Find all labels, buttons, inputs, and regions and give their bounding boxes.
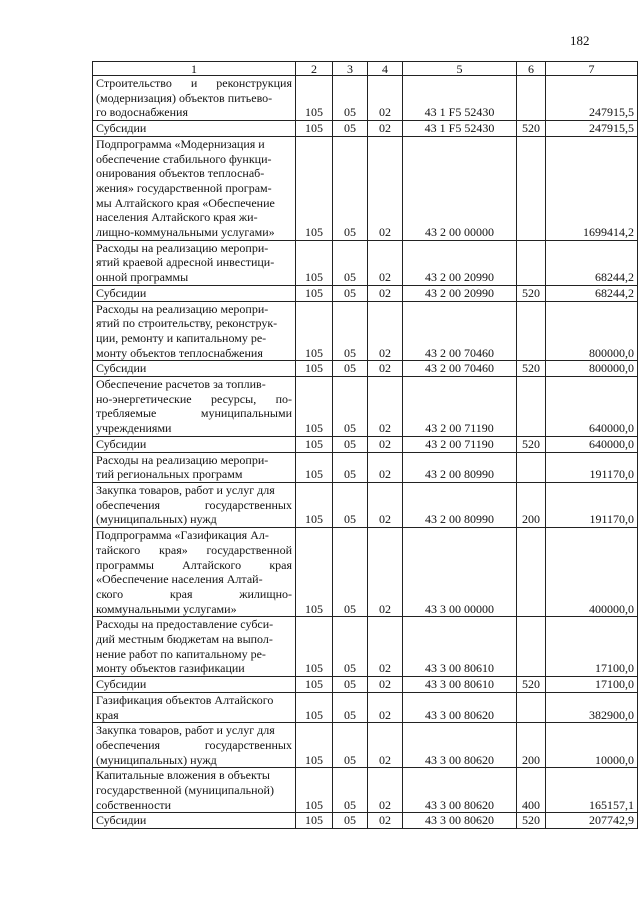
cell-amount: 17100,0: [546, 677, 638, 693]
cell-amount: 68244,2: [546, 240, 638, 285]
cell-amount: 640000,0: [546, 377, 638, 437]
cell-target-article: 43 2 00 20990: [403, 240, 517, 285]
cell-ministry: 105: [296, 482, 333, 527]
item-name-line: «Обеспечение населения Алтай-: [96, 572, 263, 587]
cell-target-article: 43 2 00 71190: [403, 377, 517, 437]
cell-amount: 1699414,2: [546, 136, 638, 240]
cell-expense-type: 520: [517, 813, 546, 829]
cell-ministry: 105: [296, 617, 333, 677]
cell-item-name: [93, 76, 296, 121]
cell-expense-type: [517, 377, 546, 437]
cell-target-article: 43 3 00 80620: [403, 813, 517, 829]
cell-ministry: 105: [296, 813, 333, 829]
cell-expense-type: [517, 240, 546, 285]
header-col-7: 7: [546, 62, 638, 76]
table-row: [93, 482, 638, 527]
item-name-line: обеспечения государственных: [96, 737, 292, 752]
cell-item-name: [93, 482, 296, 527]
cell-ministry: 105: [296, 677, 333, 693]
table-row: [93, 692, 638, 722]
cell-ministry: 105: [296, 361, 333, 377]
cell-subsection: 02: [368, 121, 403, 137]
item-name-line: Капитальные вложения в объекты: [96, 768, 270, 783]
cell-section: 05: [333, 377, 368, 437]
cell-subsection: 02: [368, 361, 403, 377]
cell-ministry: 105: [296, 377, 333, 437]
cell-section: 05: [333, 723, 368, 768]
cell-section: 05: [333, 692, 368, 722]
cell-ministry: 105: [296, 136, 333, 240]
cell-section: 05: [333, 677, 368, 693]
cell-section: 05: [333, 482, 368, 527]
cell-item-name: [93, 136, 296, 240]
item-name-line: Субсидии: [96, 813, 147, 828]
cell-section: 05: [333, 452, 368, 482]
header-col-6: 6: [517, 62, 546, 76]
cell-item-name: [93, 301, 296, 361]
cell-subsection: 02: [368, 482, 403, 527]
header-col-4: 4: [368, 62, 403, 76]
item-name-line: требляемые муниципальными: [96, 406, 292, 421]
item-name-line: Обеспечение расчетов за топлив-: [96, 377, 266, 392]
cell-expense-type: [517, 452, 546, 482]
item-name-line: ятий по строительству, реконструк-: [96, 316, 278, 331]
cell-subsection: 02: [368, 285, 403, 301]
cell-subsection: 02: [368, 452, 403, 482]
header-col-1: 1: [93, 62, 296, 76]
cell-subsection: 02: [368, 528, 403, 617]
cell-target-article: 43 2 00 71190: [403, 436, 517, 452]
item-name-line: Расходы на реализацию меропри-: [96, 301, 269, 316]
cell-target-article: 43 3 00 80610: [403, 677, 517, 693]
cell-section: 05: [333, 361, 368, 377]
cell-target-article: 43 2 00 70460: [403, 301, 517, 361]
cell-ministry: 105: [296, 768, 333, 813]
item-name-line: обеспечения государственных: [96, 497, 292, 512]
cell-section: 05: [333, 76, 368, 121]
cell-target-article: 43 3 00 00000: [403, 528, 517, 617]
cell-target-article: 43 3 00 80620: [403, 723, 517, 768]
item-name-line: но-энергетические ресурсы, по-: [96, 391, 292, 406]
cell-item-name: [93, 240, 296, 285]
cell-section: 05: [333, 121, 368, 137]
cell-ministry: 105: [296, 452, 333, 482]
cell-ministry: 105: [296, 301, 333, 361]
item-name-line: Субсидии: [96, 436, 147, 451]
cell-target-article: 43 2 00 80990: [403, 452, 517, 482]
cell-section: 05: [333, 285, 368, 301]
item-name-line: Расходы на предоставление субси-: [96, 617, 274, 632]
item-name-line: (модернизация) объектов питьево-: [96, 90, 273, 105]
item-name-line: коммунальными услугами»: [96, 601, 237, 616]
cell-subsection: 02: [368, 813, 403, 829]
cell-ministry: 105: [296, 121, 333, 137]
cell-section: 05: [333, 240, 368, 285]
cell-section: 05: [333, 617, 368, 677]
table-row: [93, 76, 638, 121]
cell-item-name: [93, 813, 296, 829]
item-name-line: Строительство и реконструкция: [96, 76, 292, 90]
cell-expense-type: 520: [517, 361, 546, 377]
cell-expense-type: 520: [517, 121, 546, 137]
table-row: [93, 452, 638, 482]
table-row: [93, 301, 638, 361]
header-col-2: 2: [296, 62, 333, 76]
item-name-line: нение работ по капитальному ре-: [96, 646, 266, 661]
cell-expense-type: [517, 692, 546, 722]
table-row: [93, 361, 638, 377]
cell-item-name: [93, 692, 296, 722]
cell-amount: 247915,5: [546, 76, 638, 121]
cell-ministry: 105: [296, 723, 333, 768]
table-row: [93, 528, 638, 617]
cell-amount: 207742,9: [546, 813, 638, 829]
item-name-line: тий региональных программ: [96, 467, 243, 482]
item-name-line: ского края жилищно-: [96, 586, 292, 601]
table-row: [93, 240, 638, 285]
cell-subsection: 02: [368, 436, 403, 452]
item-name-line: населения Алтайского края жи-: [96, 210, 258, 225]
cell-expense-type: 520: [517, 677, 546, 693]
item-name-line: ятий краевой адресной инвестици-: [96, 255, 275, 270]
cell-section: 05: [333, 301, 368, 361]
table-row: [93, 285, 638, 301]
cell-ministry: 105: [296, 528, 333, 617]
cell-amount: 247915,5: [546, 121, 638, 137]
item-name-line: края: [96, 707, 119, 722]
cell-target-article: 43 3 00 80620: [403, 692, 517, 722]
cell-subsection: 02: [368, 136, 403, 240]
cell-subsection: 02: [368, 76, 403, 121]
cell-amount: 800000,0: [546, 301, 638, 361]
cell-ministry: 105: [296, 436, 333, 452]
cell-expense-type: [517, 617, 546, 677]
item-name-line: программы Алтайского края: [96, 557, 292, 572]
cell-section: 05: [333, 436, 368, 452]
cell-subsection: 02: [368, 723, 403, 768]
item-name-line: ции, ремонту и капитальному ре-: [96, 330, 267, 345]
cell-item-name: [93, 121, 296, 137]
cell-subsection: 02: [368, 240, 403, 285]
cell-section: 05: [333, 528, 368, 617]
cell-item-name: [93, 452, 296, 482]
cell-subsection: 02: [368, 768, 403, 813]
cell-expense-type: [517, 76, 546, 121]
cell-expense-type: [517, 528, 546, 617]
table-row: [93, 813, 638, 829]
cell-amount: 191170,0: [546, 452, 638, 482]
item-name-line: онирования объектов теплоснаб-: [96, 166, 265, 181]
cell-target-article: 43 3 00 80610: [403, 617, 517, 677]
cell-item-name: [93, 377, 296, 437]
item-name-line: монту объектов теплоснабжения: [96, 345, 263, 360]
item-name-line: жения» государственной програм-: [96, 180, 272, 195]
budget-table: [92, 61, 638, 829]
table-row: [93, 436, 638, 452]
cell-item-name: [93, 723, 296, 768]
item-name-line: мы Алтайского края «Обеспечение: [96, 195, 275, 210]
item-name-line: го водоснабжения: [96, 105, 188, 120]
page-number: 182: [570, 33, 590, 48]
item-name-line: Закупка товаров, работ и услуг для: [96, 482, 275, 497]
cell-expense-type: 520: [517, 436, 546, 452]
table-row: [93, 136, 638, 240]
cell-amount: 165157,1: [546, 768, 638, 813]
cell-subsection: 02: [368, 692, 403, 722]
item-name-line: монту объектов газификации: [96, 661, 245, 676]
cell-subsection: 02: [368, 617, 403, 677]
table-row: [93, 617, 638, 677]
item-name-line: (муниципальных) нужд: [96, 752, 217, 767]
table-row: [93, 121, 638, 137]
table-row: [93, 723, 638, 768]
item-name-line: учреждениями: [96, 421, 172, 436]
cell-amount: 191170,0: [546, 482, 638, 527]
header-col-3: 3: [333, 62, 368, 76]
item-name-line: дий местным бюджетам на выпол-: [96, 632, 273, 647]
item-name-line: обеспечение стабильного функци-: [96, 151, 272, 166]
cell-expense-type: 200: [517, 723, 546, 768]
item-name-line: Субсидии: [96, 285, 147, 300]
cell-item-name: [93, 436, 296, 452]
cell-target-article: 43 1 F5 52430: [403, 121, 517, 137]
item-name-line: Расходы на реализацию меропри-: [96, 240, 269, 255]
table-body: [93, 76, 638, 829]
cell-target-article: 43 2 00 20990: [403, 285, 517, 301]
cell-target-article: 43 2 00 70460: [403, 361, 517, 377]
cell-item-name: [93, 617, 296, 677]
cell-expense-type: 520: [517, 285, 546, 301]
cell-item-name: [93, 768, 296, 813]
cell-amount: 382900,0: [546, 692, 638, 722]
cell-ministry: 105: [296, 76, 333, 121]
cell-subsection: 02: [368, 301, 403, 361]
cell-expense-type: 400: [517, 768, 546, 813]
item-name-line: Расходы на реализацию меропри-: [96, 452, 269, 467]
cell-amount: 400000,0: [546, 528, 638, 617]
item-name-line: Субсидии: [96, 121, 147, 136]
item-name-line: (муниципальных) нужд: [96, 512, 217, 527]
cell-target-article: 43 2 00 00000: [403, 136, 517, 240]
cell-item-name: [93, 677, 296, 693]
cell-ministry: 105: [296, 240, 333, 285]
item-name-line: Подпрограмма «Газификация Ал-: [96, 528, 269, 543]
cell-subsection: 02: [368, 377, 403, 437]
item-name-line: тайского края» государственной: [96, 542, 292, 557]
table-row: [93, 677, 638, 693]
cell-ministry: 105: [296, 285, 333, 301]
cell-amount: 68244,2: [546, 285, 638, 301]
cell-section: 05: [333, 813, 368, 829]
item-name-line: онной программы: [96, 270, 189, 285]
item-name-line: собственности: [96, 797, 172, 812]
cell-amount: 17100,0: [546, 617, 638, 677]
cell-item-name: [93, 361, 296, 377]
item-name-line: государственной (муниципальной): [96, 783, 274, 798]
cell-amount: 800000,0: [546, 361, 638, 377]
cell-subsection: 02: [368, 677, 403, 693]
cell-item-name: [93, 285, 296, 301]
table-header-row: [93, 62, 638, 76]
item-name-line: лищно-коммунальными услугами»: [96, 225, 275, 240]
cell-ministry: 105: [296, 692, 333, 722]
header-col-5: 5: [403, 62, 517, 76]
table-row: [93, 768, 638, 813]
cell-amount: 10000,0: [546, 723, 638, 768]
cell-expense-type: [517, 136, 546, 240]
item-name-line: Закупка товаров, работ и услуг для: [96, 723, 275, 738]
cell-section: 05: [333, 768, 368, 813]
cell-target-article: 43 2 00 80990: [403, 482, 517, 527]
table-row: [93, 377, 638, 437]
cell-expense-type: [517, 301, 546, 361]
cell-expense-type: 200: [517, 482, 546, 527]
item-name-line: Подпрограмма «Модернизация и: [96, 136, 265, 151]
item-name-line: Субсидии: [96, 677, 147, 692]
cell-target-article: 43 1 F5 52430: [403, 76, 517, 121]
cell-amount: 640000,0: [546, 436, 638, 452]
cell-item-name: [93, 528, 296, 617]
cell-section: 05: [333, 136, 368, 240]
item-name-line: Субсидии: [96, 361, 147, 376]
item-name-line: Газификация объектов Алтайского: [96, 692, 274, 707]
cell-target-article: 43 3 00 80620: [403, 768, 517, 813]
